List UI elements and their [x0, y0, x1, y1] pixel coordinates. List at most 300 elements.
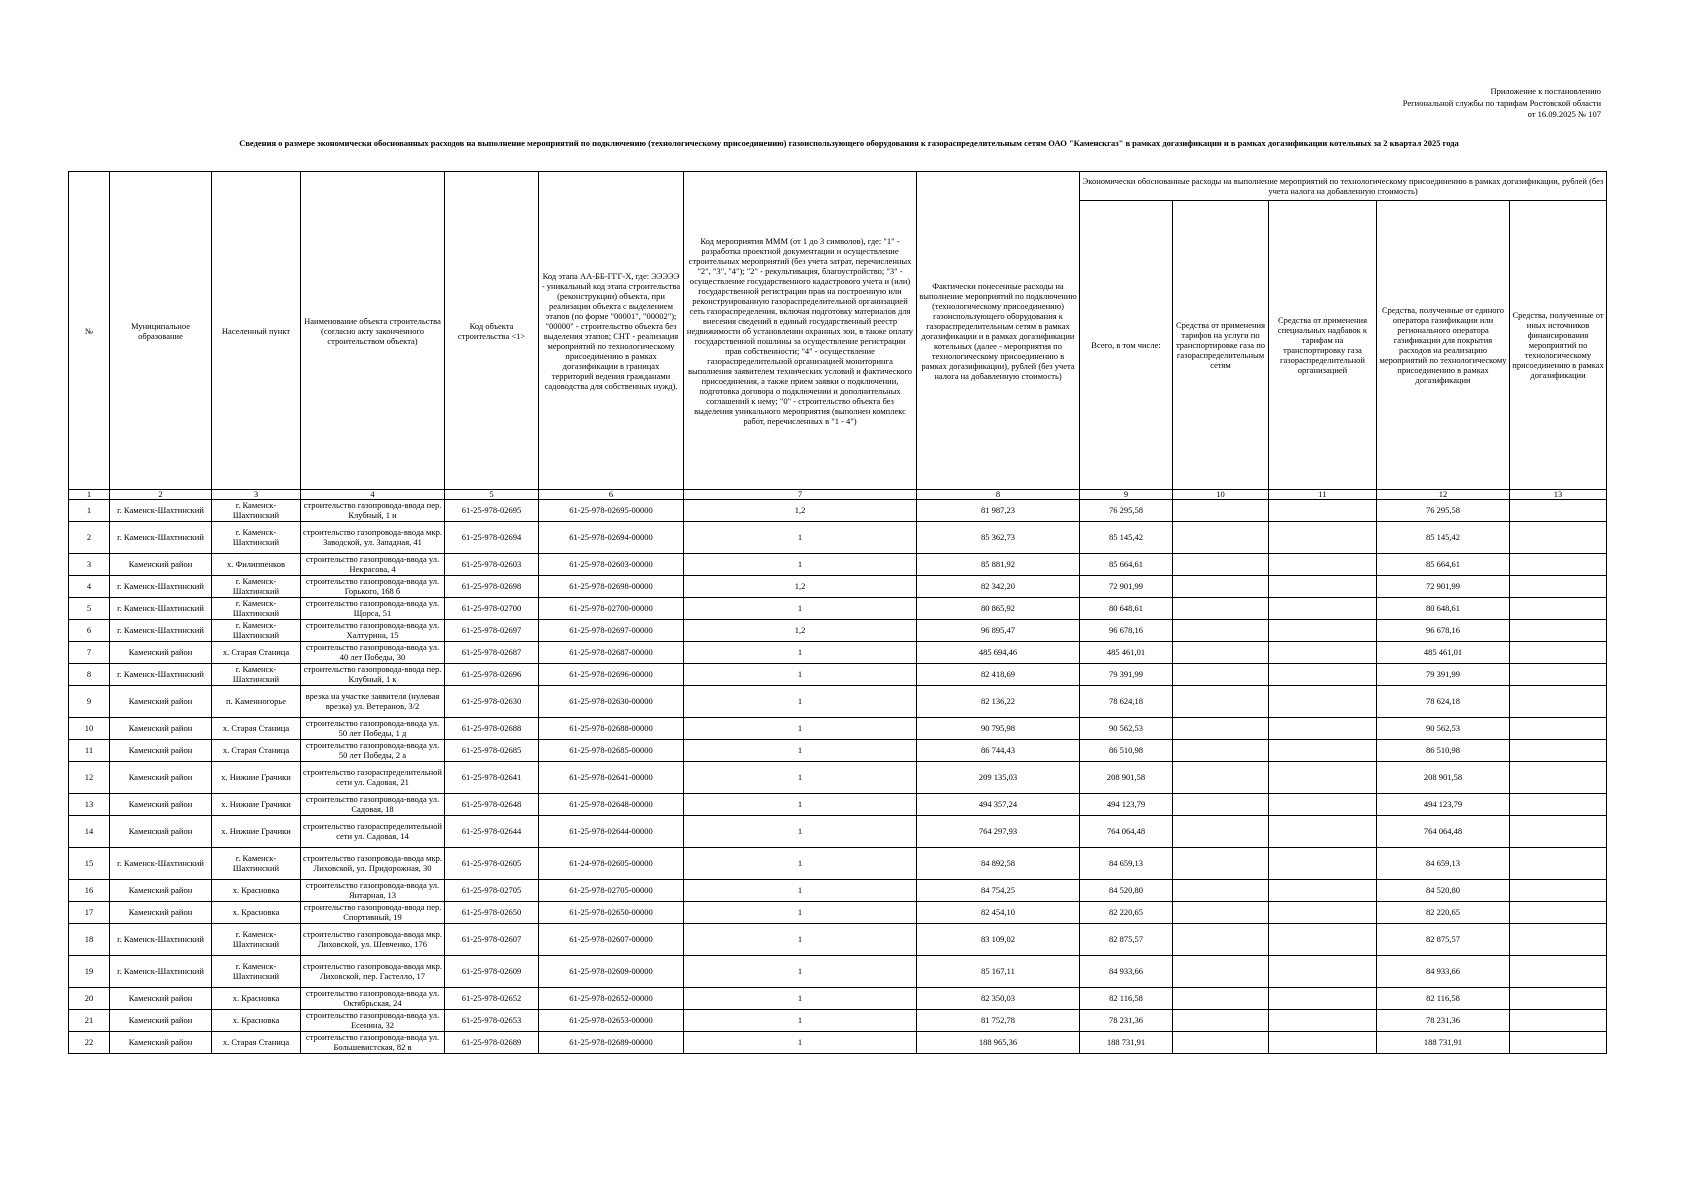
cell-municipality: Каменский район [110, 988, 212, 1010]
cell-actual-costs: 82 136,22 [917, 686, 1080, 718]
cell-other [1510, 848, 1607, 880]
table-row [69, 902, 1607, 924]
column-number: 8 [917, 490, 1080, 500]
cell-object-name: строительство газопровода-ввода ул. 50 лет Победы, 1 д [301, 718, 445, 740]
table-row [69, 522, 1607, 554]
cell-total: 485 461,01 [1080, 642, 1173, 664]
table-row [69, 1032, 1607, 1054]
table-row [69, 924, 1607, 956]
cell-other [1510, 686, 1607, 718]
cell-surcharges [1269, 620, 1377, 642]
cell-total: 90 562,53 [1080, 718, 1173, 740]
cell-total: 82 220,65 [1080, 902, 1173, 924]
column-number: 12 [1377, 490, 1510, 500]
cell-total: 764 064,48 [1080, 816, 1173, 848]
cell-activity-code: 1 [684, 1032, 917, 1054]
cell-number: 17 [69, 902, 110, 924]
cell-other [1510, 1032, 1607, 1054]
cell-stage-code: 61-25-978-02603-00000 [539, 554, 684, 576]
cell-number: 21 [69, 1010, 110, 1032]
cell-stage-code: 61-25-978-02652-00000 [539, 988, 684, 1010]
cell-other [1510, 902, 1607, 924]
cell-operator: 96 678,16 [1377, 620, 1510, 642]
cell-surcharges [1269, 1010, 1377, 1032]
cell-actual-costs: 90 795,98 [917, 718, 1080, 740]
cell-activity-code: 1 [684, 522, 917, 554]
cell-tariffs [1173, 718, 1269, 740]
cell-actual-costs: 84 754,25 [917, 880, 1080, 902]
header-settlement: Населенный пункт [212, 172, 301, 490]
cell-settlement: г. Каменск-Шахтинский [212, 848, 301, 880]
table-row [69, 988, 1607, 1010]
cell-other [1510, 718, 1607, 740]
column-number: 11 [1269, 490, 1377, 500]
cell-object-code: 61-25-978-02694 [445, 522, 539, 554]
cell-other [1510, 880, 1607, 902]
cell-stage-code: 61-25-978-02695-00000 [539, 500, 684, 522]
cell-surcharges [1269, 686, 1377, 718]
appendix-line-3: от 16.09.2025 № 107 [1527, 109, 1601, 119]
cell-municipality: Каменский район [110, 718, 212, 740]
cell-activity-code: 1 [684, 762, 917, 794]
cell-municipality: Каменский район [110, 686, 212, 718]
cell-municipality: Каменский район [110, 794, 212, 816]
cell-municipality: г. Каменск-Шахтинский [110, 924, 212, 956]
cell-settlement: х. Старая Станица [212, 642, 301, 664]
cell-settlement: х. Старая Станица [212, 1032, 301, 1054]
cell-actual-costs: 485 694,46 [917, 642, 1080, 664]
cell-object-code: 61-25-978-02700 [445, 598, 539, 620]
table-body [69, 500, 1607, 1054]
cell-object-code: 61-25-978-02603 [445, 554, 539, 576]
cell-municipality: г. Каменск-Шахтинский [110, 848, 212, 880]
cell-stage-code: 61-25-978-02694-00000 [539, 522, 684, 554]
cell-operator: 80 648,61 [1377, 598, 1510, 620]
cell-surcharges [1269, 1032, 1377, 1054]
cell-settlement: х. Красновка [212, 880, 301, 902]
cell-tariffs [1173, 848, 1269, 880]
cell-total: 84 933,66 [1080, 956, 1173, 988]
cell-object-code: 61-25-978-02607 [445, 924, 539, 956]
cell-stage-code: 61-25-978-02650-00000 [539, 902, 684, 924]
cell-operator: 76 295,58 [1377, 500, 1510, 522]
cell-object-code: 61-25-978-02697 [445, 620, 539, 642]
cell-object-code: 61-25-978-02687 [445, 642, 539, 664]
cell-operator: 84 520,80 [1377, 880, 1510, 902]
cell-number: 2 [69, 522, 110, 554]
cell-operator: 208 901,58 [1377, 762, 1510, 794]
cell-surcharges [1269, 848, 1377, 880]
cell-surcharges [1269, 924, 1377, 956]
header-stage-code: Код этапа АА-ББ-ГГГ-Х, где: ЭЭЭЭЭ - уникальный код этапа строительства (реконструкции) объекта, при реализации объекта с выделением этапов (по форме "00001", "00002"); "00000" - строительство объекта без выделения этапов; СНТ - реализация мероприятий по технологическому присоединению в рамках догазификации в границах территорий ведения гражданами садоводства для собственных нужд). [539, 172, 684, 490]
cell-object-name: строительство газопровода-ввода ул. Янтарная, 13 [301, 880, 445, 902]
cell-operator: 82 116,58 [1377, 988, 1510, 1010]
cell-object-code: 61-25-978-02688 [445, 718, 539, 740]
cell-surcharges [1269, 988, 1377, 1010]
cell-total: 76 295,58 [1080, 500, 1173, 522]
cell-object-name: строительство газопровода-ввода ул. Октябрьская, 24 [301, 988, 445, 1010]
cell-settlement: х. Нижние Грачики [212, 794, 301, 816]
header-activity-code: Код мероприятия МММ (от 1 до 3 символов), где: "1" - разработка проектной документации и осуществление строительных мероприятий (без учета затрат, перечисленных "2", "3", "4"); "2" - рекультивация, благоустройство; "3" - осуществление государственного кадастрового учета и (или) государственной регистрации прав на построенную или реконструированную газораспределительной организацией сеть газораспределения, включая подготовку материалов для внесения сведений в единый государственный реестр недвижимости об установлении охранных зон, в также оплату государственной пошлины за осуществление регистрации прав собственности; "4" - осуществление газораспределительной организацией мониторинга выполнения заявителем технических условий и фактического присоединения, а также прием заявки о подключении, подготовка договора о подключении и дополнительных соглашений к нему; "0" - строительство объекта без выделения уникального мероприятия (выполнен комплекс работ, перечисленных в "1 - 4") [684, 172, 917, 490]
cell-other [1510, 762, 1607, 794]
cell-object-code: 61-25-978-02689 [445, 1032, 539, 1054]
table-row [69, 664, 1607, 686]
cell-other [1510, 794, 1607, 816]
cell-settlement: г. Каменск-Шахтинский [212, 924, 301, 956]
cell-number: 22 [69, 1032, 110, 1054]
cell-actual-costs: 81 752,78 [917, 1010, 1080, 1032]
cell-stage-code: 61-25-978-02696-00000 [539, 664, 684, 686]
cell-municipality: Каменский район [110, 554, 212, 576]
cell-activity-code: 1 [684, 718, 917, 740]
cell-activity-code: 1 [684, 956, 917, 988]
cell-object-code: 61-25-978-02685 [445, 740, 539, 762]
cell-activity-code: 1,2 [684, 500, 917, 522]
header-total: Всего, в том числе: [1080, 201, 1173, 490]
cell-other [1510, 816, 1607, 848]
cell-municipality: Каменский район [110, 880, 212, 902]
cell-number: 16 [69, 880, 110, 902]
cell-total: 80 648,61 [1080, 598, 1173, 620]
cell-stage-code: 61-25-978-02697-00000 [539, 620, 684, 642]
cell-total: 85 145,42 [1080, 522, 1173, 554]
table-row [69, 554, 1607, 576]
table-row [69, 686, 1607, 718]
cell-tariffs [1173, 642, 1269, 664]
cell-activity-code: 1 [684, 902, 917, 924]
cell-number: 1 [69, 500, 110, 522]
cell-municipality: г. Каменск-Шахтинский [110, 576, 212, 598]
cell-operator: 85 145,42 [1377, 522, 1510, 554]
cell-surcharges [1269, 816, 1377, 848]
cell-object-code: 61-25-978-02605 [445, 848, 539, 880]
header-object-code: Код объекта строительства <1> [445, 172, 539, 490]
cell-activity-code: 1 [684, 664, 917, 686]
table-row [69, 500, 1607, 522]
table-row [69, 816, 1607, 848]
cell-actual-costs: 80 865,92 [917, 598, 1080, 620]
cell-stage-code: 61-25-978-02705-00000 [539, 880, 684, 902]
cell-object-name: строительство газопровода-ввода мкр. Заводской, ул. Западная, 41 [301, 522, 445, 554]
cell-object-name: строительство газопровода-ввода ул. Большевистская, 82 в [301, 1032, 445, 1054]
table-row [69, 1010, 1607, 1032]
cell-tariffs [1173, 620, 1269, 642]
cell-settlement: х. Красновка [212, 902, 301, 924]
cell-tariffs [1173, 794, 1269, 816]
cell-settlement: г. Каменск-Шахтинский [212, 598, 301, 620]
cell-object-name: строительство газопровода-ввода ул. Есенина, 32 [301, 1010, 445, 1032]
cell-operator: 485 461,01 [1377, 642, 1510, 664]
cell-operator: 78 624,18 [1377, 686, 1510, 718]
costs-table [68, 171, 1607, 1054]
cell-stage-code: 61-25-978-02698-00000 [539, 576, 684, 598]
cell-total: 72 901,99 [1080, 576, 1173, 598]
cell-operator: 82 875,57 [1377, 924, 1510, 956]
cell-activity-code: 1,2 [684, 620, 917, 642]
cell-surcharges [1269, 718, 1377, 740]
header-tariffs: Средства от применения тарифов на услуги по транспортировке газа по газораспределительным сетям [1173, 201, 1269, 490]
table-row [69, 794, 1607, 816]
cell-object-name: строительство газораспределительной сети ул. Садовая, 21 [301, 762, 445, 794]
cell-stage-code: 61-24-978-02605-00000 [539, 848, 684, 880]
cell-actual-costs: 86 744,43 [917, 740, 1080, 762]
cell-other [1510, 576, 1607, 598]
cell-other [1510, 1010, 1607, 1032]
table-row [69, 598, 1607, 620]
cell-municipality: Каменский район [110, 1010, 212, 1032]
cell-total: 494 123,79 [1080, 794, 1173, 816]
cell-municipality: г. Каменск-Шахтинский [110, 522, 212, 554]
table-row [69, 620, 1607, 642]
cell-number: 4 [69, 576, 110, 598]
cell-object-name: строительство газопровода-ввода ул. Некрасова, 4 [301, 554, 445, 576]
cell-number: 6 [69, 620, 110, 642]
cell-tariffs [1173, 500, 1269, 522]
appendix-note [1181, 86, 1601, 121]
cell-other [1510, 598, 1607, 620]
cell-total: 84 659,13 [1080, 848, 1173, 880]
cell-surcharges [1269, 902, 1377, 924]
cell-number: 8 [69, 664, 110, 686]
cell-surcharges [1269, 500, 1377, 522]
cell-settlement: х. Старая Станица [212, 718, 301, 740]
cell-actual-costs: 85 167,11 [917, 956, 1080, 988]
cell-municipality: г. Каменск-Шахтинский [110, 620, 212, 642]
cell-surcharges [1269, 664, 1377, 686]
cell-operator: 494 123,79 [1377, 794, 1510, 816]
cell-stage-code: 61-25-978-02689-00000 [539, 1032, 684, 1054]
cell-tariffs [1173, 522, 1269, 554]
cell-total: 82 116,58 [1080, 988, 1173, 1010]
cell-municipality: г. Каменск-Шахтинский [110, 664, 212, 686]
cell-tariffs [1173, 816, 1269, 848]
cell-settlement: г. Каменск-Шахтинский [212, 956, 301, 988]
cell-municipality: Каменский район [110, 642, 212, 664]
table-row [69, 576, 1607, 598]
cell-stage-code: 61-25-978-02687-00000 [539, 642, 684, 664]
cell-surcharges [1269, 554, 1377, 576]
cell-total: 86 510,98 [1080, 740, 1173, 762]
cell-object-name: строительство газопровода-ввода ул. Халтурина, 15 [301, 620, 445, 642]
table-row [69, 740, 1607, 762]
cell-other [1510, 740, 1607, 762]
cell-surcharges [1269, 598, 1377, 620]
cell-tariffs [1173, 686, 1269, 718]
table-row [69, 956, 1607, 988]
cell-tariffs [1173, 554, 1269, 576]
cell-operator: 79 391,99 [1377, 664, 1510, 686]
cell-actual-costs: 85 362,73 [917, 522, 1080, 554]
cell-settlement: х. Нижние Грачики [212, 816, 301, 848]
cell-object-name: строительство газопровода-ввода пер. Спортивный, 19 [301, 902, 445, 924]
cell-other [1510, 620, 1607, 642]
cell-other [1510, 664, 1607, 686]
cell-actual-costs: 81 987,23 [917, 500, 1080, 522]
appendix-line-2: Региональной службы по тарифам Ростовской области [1402, 97, 1601, 108]
column-number: 7 [684, 490, 917, 500]
cell-surcharges [1269, 956, 1377, 988]
cell-object-name: строительство газопровода-ввода мкр. Лиховской, ул. Шевченко, 176 [301, 924, 445, 956]
cell-total: 78 624,18 [1080, 686, 1173, 718]
cell-settlement: х. Филиппенков [212, 554, 301, 576]
cell-surcharges [1269, 642, 1377, 664]
cell-stage-code: 61-25-978-02653-00000 [539, 1010, 684, 1032]
cell-activity-code: 1 [684, 598, 917, 620]
cell-tariffs [1173, 740, 1269, 762]
cell-tariffs [1173, 1010, 1269, 1032]
cell-object-code: 61-25-978-02650 [445, 902, 539, 924]
cell-number: 5 [69, 598, 110, 620]
cell-actual-costs: 764 297,93 [917, 816, 1080, 848]
cell-surcharges [1269, 576, 1377, 598]
cell-number: 18 [69, 924, 110, 956]
cell-activity-code: 1 [684, 988, 917, 1010]
header-municipality: Муниципальное образование [110, 172, 212, 490]
cell-stage-code: 61-25-978-02644-00000 [539, 816, 684, 848]
cell-total: 188 731,91 [1080, 1032, 1173, 1054]
cell-tariffs [1173, 576, 1269, 598]
cell-tariffs [1173, 956, 1269, 988]
cell-total: 78 231,36 [1080, 1010, 1173, 1032]
column-numbers-row [69, 490, 1607, 500]
cell-surcharges [1269, 522, 1377, 554]
cell-object-code: 61-25-978-02698 [445, 576, 539, 598]
cell-municipality: Каменский район [110, 1032, 212, 1054]
cell-operator: 82 220,65 [1377, 902, 1510, 924]
cell-actual-costs: 188 965,36 [917, 1032, 1080, 1054]
cell-tariffs [1173, 924, 1269, 956]
cell-object-name: строительство газопровода-ввода ул. Садовая, 18 [301, 794, 445, 816]
cell-operator: 85 664,61 [1377, 554, 1510, 576]
cell-object-code: 61-25-978-02648 [445, 794, 539, 816]
cell-stage-code: 61-25-978-02641-00000 [539, 762, 684, 794]
cell-number: 19 [69, 956, 110, 988]
header-operator: Средства, полученные от единого оператора газификации или регионального оператора газификации для покрытия расходов на реализацию мероприятий по технологическому присоединению в рамках догазификации [1377, 201, 1510, 490]
cell-stage-code: 61-25-978-02688-00000 [539, 718, 684, 740]
cell-activity-code: 1 [684, 642, 917, 664]
cell-other [1510, 988, 1607, 1010]
header-surcharges: Средства от применения специальных надбавок к тарифам на транспортировку газа газораспределительной организацией [1269, 201, 1377, 490]
cell-municipality: Каменский район [110, 902, 212, 924]
cell-surcharges [1269, 740, 1377, 762]
cell-municipality: Каменский район [110, 762, 212, 794]
cell-activity-code: 1 [684, 740, 917, 762]
cell-activity-code: 1 [684, 880, 917, 902]
cell-object-code: 61-25-978-02653 [445, 1010, 539, 1032]
cell-activity-code: 1 [684, 686, 917, 718]
table-row [69, 718, 1607, 740]
cell-actual-costs: 494 357,24 [917, 794, 1080, 816]
header-group-justified-costs: Экономически обоснованные расходы на выполнение мероприятий по технологическому присоединению в рамках догазификации, рублей (без учета налога на добавленную стоимость) [1080, 172, 1607, 201]
cell-other [1510, 956, 1607, 988]
cell-settlement: х. Старая Станица [212, 740, 301, 762]
cell-total: 208 901,58 [1080, 762, 1173, 794]
cell-municipality: г. Каменск-Шахтинский [110, 956, 212, 988]
cell-municipality: г. Каменск-Шахтинский [110, 598, 212, 620]
cell-object-code: 61-25-978-02695 [445, 500, 539, 522]
cell-tariffs [1173, 880, 1269, 902]
cell-object-name: строительство газораспределительной сети ул. Садовая, 14 [301, 816, 445, 848]
cell-operator: 188 731,91 [1377, 1032, 1510, 1054]
cell-total: 85 664,61 [1080, 554, 1173, 576]
cell-object-code: 61-25-978-02630 [445, 686, 539, 718]
table-row [69, 848, 1607, 880]
column-number: 2 [110, 490, 212, 500]
cell-number: 14 [69, 816, 110, 848]
cell-actual-costs: 82 418,69 [917, 664, 1080, 686]
cell-other [1510, 500, 1607, 522]
cell-settlement: г. Каменск-Шахтинский [212, 664, 301, 686]
cell-settlement: г. Каменск-Шахтинский [212, 522, 301, 554]
cell-total: 82 875,57 [1080, 924, 1173, 956]
cell-municipality: г. Каменск-Шахтинский [110, 500, 212, 522]
cell-operator: 72 901,99 [1377, 576, 1510, 598]
cell-operator: 78 231,36 [1377, 1010, 1510, 1032]
cell-settlement: г. Каменск-Шахтинский [212, 576, 301, 598]
cell-number: 13 [69, 794, 110, 816]
cell-object-code: 61-25-978-02641 [445, 762, 539, 794]
cell-total: 79 391,99 [1080, 664, 1173, 686]
cell-actual-costs: 83 109,02 [917, 924, 1080, 956]
column-number: 9 [1080, 490, 1173, 500]
cell-settlement: х. Красновка [212, 988, 301, 1010]
column-number: 13 [1510, 490, 1607, 500]
cell-other [1510, 522, 1607, 554]
cell-stage-code: 61-25-978-02607-00000 [539, 924, 684, 956]
cell-actual-costs: 82 342,20 [917, 576, 1080, 598]
cell-number: 7 [69, 642, 110, 664]
cell-object-name: строительство газопровода-ввода ул. Щорса, 51 [301, 598, 445, 620]
cell-activity-code: 1 [684, 924, 917, 956]
cell-settlement: г. Каменск-Шахтинский [212, 620, 301, 642]
cell-activity-code: 1 [684, 816, 917, 848]
cell-object-code: 61-25-978-02644 [445, 816, 539, 848]
cell-object-name: строительство газопровода-ввода мкр. Лиховской, пер. Гастелло, 17 [301, 956, 445, 988]
column-number: 3 [212, 490, 301, 500]
cell-settlement: х. Красновка [212, 1010, 301, 1032]
cell-activity-code: 1 [684, 554, 917, 576]
cell-tariffs [1173, 988, 1269, 1010]
cell-municipality: Каменский район [110, 816, 212, 848]
cell-object-name: строительство газопровода-ввода пер. Клубный, 1 и [301, 500, 445, 522]
cell-stage-code: 61-25-978-02700-00000 [539, 598, 684, 620]
cell-settlement: х. Нижние Грачики [212, 762, 301, 794]
cell-activity-code: 1 [684, 848, 917, 880]
cell-actual-costs: 96 895,47 [917, 620, 1080, 642]
cell-number: 20 [69, 988, 110, 1010]
appendix-line-1: Приложение к постановлению [1490, 86, 1601, 96]
cell-actual-costs: 85 881,92 [917, 554, 1080, 576]
cell-stage-code: 61-25-978-02648-00000 [539, 794, 684, 816]
header-other: Средства, полученные от иных источников финансирования мероприятий по технологическому присоединению в рамках догазификации [1510, 201, 1607, 490]
cell-tariffs [1173, 664, 1269, 686]
cell-actual-costs: 84 892,58 [917, 848, 1080, 880]
cell-total: 84 520,80 [1080, 880, 1173, 902]
cell-actual-costs: 82 350,03 [917, 988, 1080, 1010]
cell-surcharges [1269, 762, 1377, 794]
cell-surcharges [1269, 880, 1377, 902]
cell-municipality: Каменский район [110, 740, 212, 762]
cell-stage-code: 61-25-978-02685-00000 [539, 740, 684, 762]
cell-operator: 90 562,53 [1377, 718, 1510, 740]
cell-object-name: строительство газопровода-ввода ул. 40 лет Победы, 30 [301, 642, 445, 664]
cell-settlement: п. Каменногорье [212, 686, 301, 718]
cell-object-name: строительство газопровода-ввода мкр. Лиховской, ул. Придорожная, 30 [301, 848, 445, 880]
cell-total: 96 678,16 [1080, 620, 1173, 642]
cell-operator: 86 510,98 [1377, 740, 1510, 762]
cell-activity-code: 1 [684, 1010, 917, 1032]
cell-number: 11 [69, 740, 110, 762]
